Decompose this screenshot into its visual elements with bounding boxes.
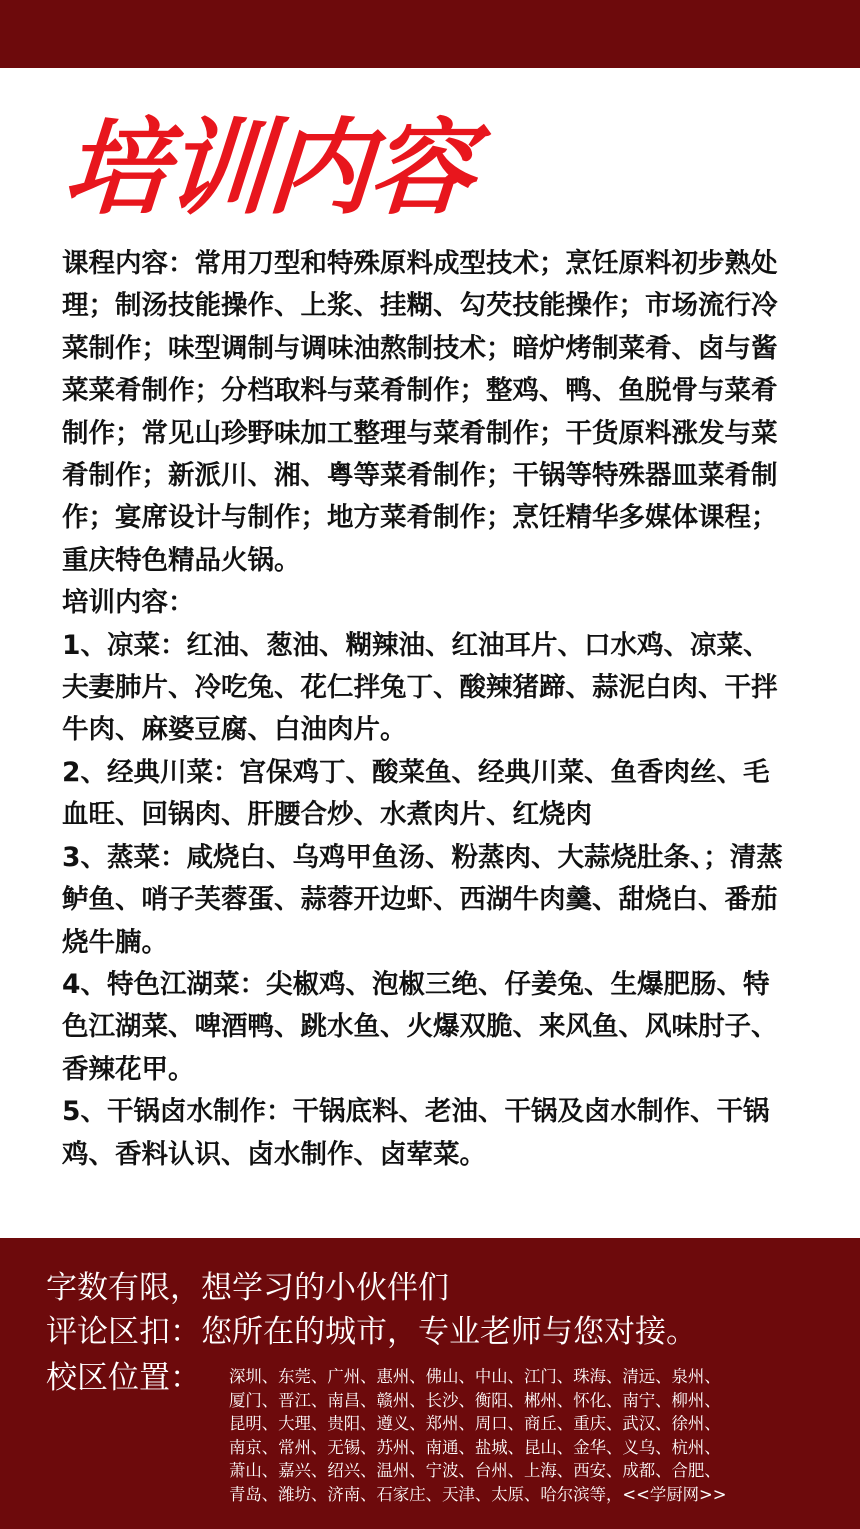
- campus-city-list: [229, 1365, 829, 1506]
- city-line: 深圳、东莞、广州、惠州、佛山、中山、江门、珠海、清远、泉州、: [229, 1367, 721, 1386]
- training-item-5: 5、干锅卤水制作：干锅底料、老油、干锅及卤水制作、干锅鸡、香料认识、卤水制作、卤荤菜。: [62, 1096, 770, 1170]
- city-line: 青岛、潍坊、济南、石家庄、天津、太原、哈尔滨等，<<学厨网>>: [229, 1484, 727, 1504]
- city-line: 厦门、晋江、南昌、赣州、长沙、衡阳、郴州、怀化、南宁、柳州、: [229, 1390, 721, 1410]
- top-band: [0, 0, 860, 68]
- training-item-3: 3、蒸菜：咸烧白、乌鸡甲鱼汤、粉蒸肉、大蒜烧肚条、；清蒸鲈鱼、哨子芙蓉蛋、蒜蓉开边虾、西湖牛肉羹、甜烧白、番茄烧牛腩。: [62, 841, 783, 958]
- page-title: 培训内容: [59, 107, 477, 229]
- training-item-2: 2、经典川菜：宫保鸡丁、酸菜鱼、经典川菜、鱼香肉丝、毛血旺、回锅肉、肝腰合炒、水煮肉片、红烧肉: [62, 756, 770, 831]
- course-content: [62, 243, 792, 1176]
- footer-panel: [0, 1238, 860, 1529]
- training-item-1: 1、凉菜：红油、葱油、糊辣油、红油耳片、口水鸡、凉菜、夫妻肺片、冷吃兔、花仁拌兔丁、酸辣猪蹄、蒜泥白肉、干拌牛肉、麻婆豆腐、白油肉片。: [62, 629, 778, 746]
- cta-line-1: 字数有限，想学习的小伙伴们: [46, 1270, 449, 1306]
- cta-line-2: 评论区扣：您所在的城市，专业老师与您对接。: [46, 1314, 697, 1350]
- campus-label: 校区位置：: [46, 1360, 201, 1396]
- city-line: 昆明、大理、贵阳、遵义、郑州、周口、商丘、重庆、武汉、徐州、: [229, 1414, 721, 1433]
- training-item-4: 4、特色江湖菜：尖椒鸡、泡椒三绝、仔姜兔、生爆肥肠、特色江湖菜、啤酒鸭、跳水鱼、火爆双脆、来风鱼、风味肘子、香辣花甲。: [62, 968, 778, 1085]
- course-paragraph: 课程内容：常用刀型和特殊原料成型技术；烹饪原料初步熟处理；制汤技能操作、上浆、挂糊、勾芡技能操作；市场流行冷菜制作；味型调制与调味油熬制技术；暗炉烤制菜肴、卤与酱菜菜肴制作；分档取料与菜肴制作；整鸡、鸭、鱼脱骨与菜肴制作；常见山珍野味加工整理与菜肴制作；干货原料涨发与菜肴制作；新派川、湘、粤等菜肴制作；干锅等特殊器皿菜肴制作；宴席设计与制作；地方菜肴制作；烹饪精华多媒体课程；重庆特色精品火锅。: [62, 248, 778, 576]
- city-line: 南京、常州、无锡、苏州、南通、盐城、昆山、金华、义乌、杭州、: [229, 1437, 721, 1457]
- training-heading: 培训内容：: [62, 587, 195, 619]
- city-line: 萧山、嘉兴、绍兴、温州、宁波、台州、上海、西安、成都、合肥、: [229, 1461, 721, 1480]
